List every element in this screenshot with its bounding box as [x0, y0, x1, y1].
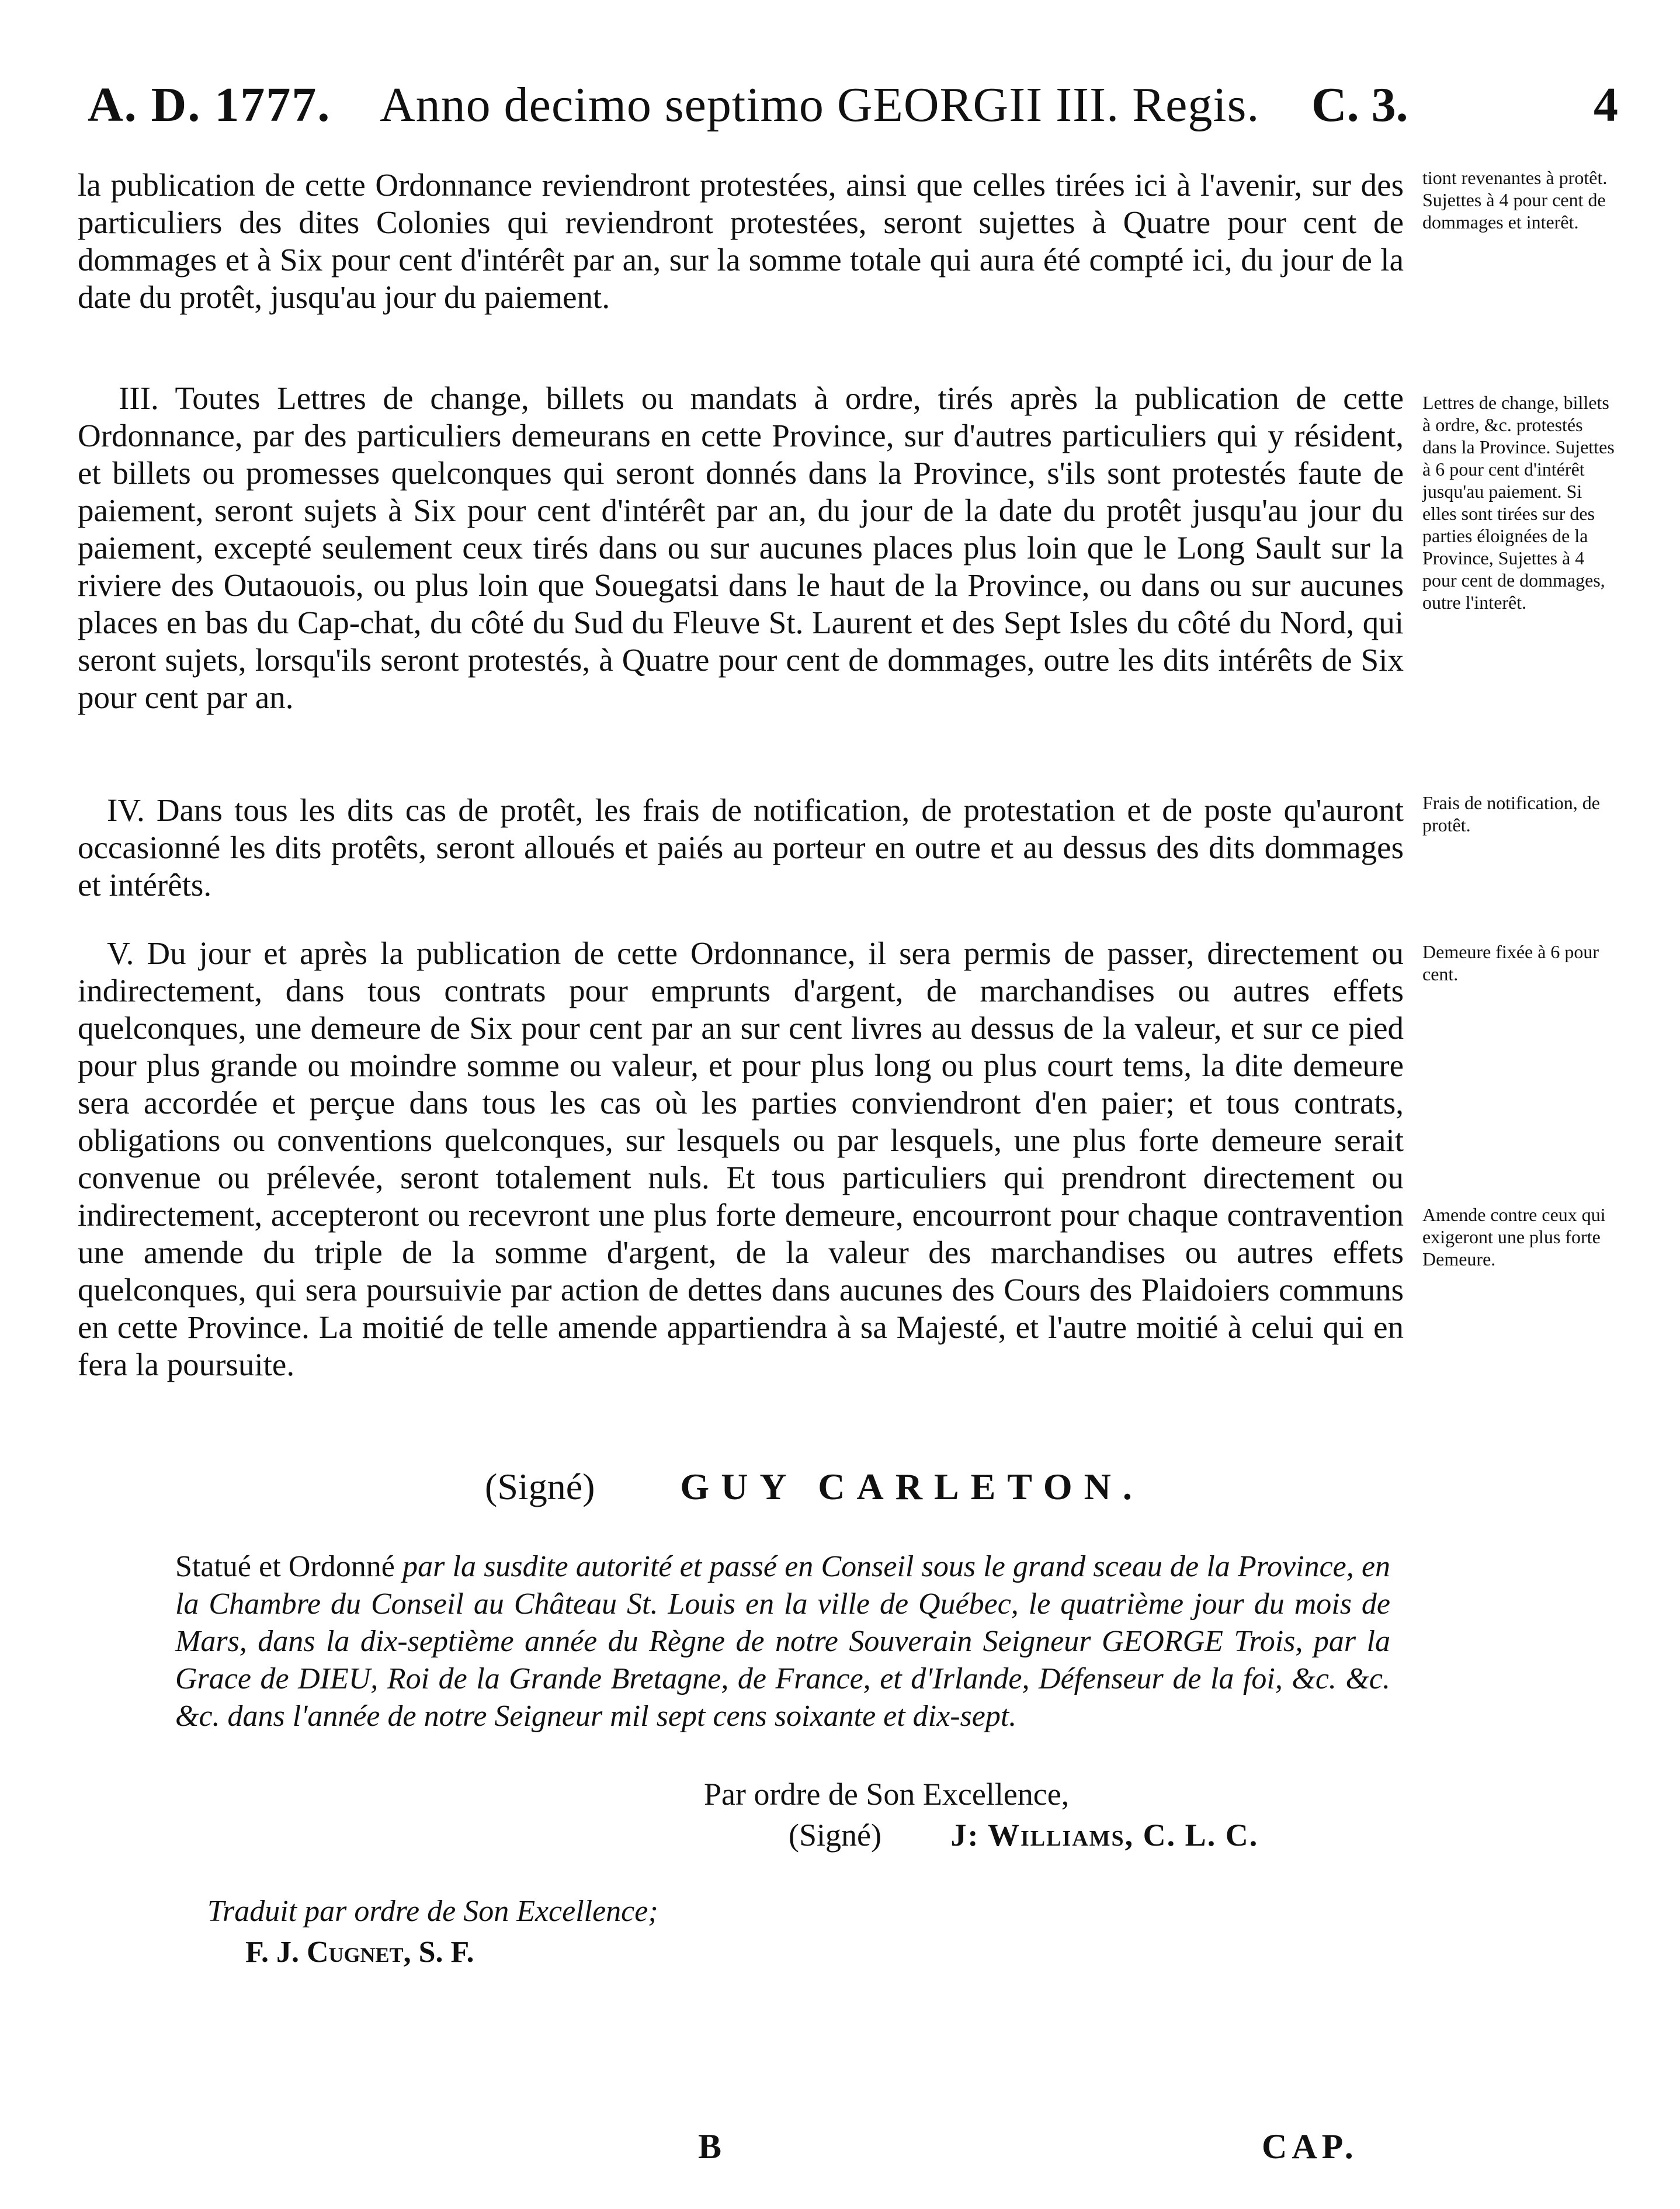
margin-note: Demeure fixée à 6 pour cent.: [1422, 941, 1599, 984]
paragraph-section-iii: III. Toutes Lettres de change, billets ou mandats à ordre, tirés après la publication de cette Ordonnance, par des particuliers demeurans en cette Province, sur d'autres particuliers qui y résident, et billets ou promesses quelconques qui seront donnés dans la Province, s'ils sont protestés faute de paiement, seront sujets à Six pour cent d'intérêt par an, du jour de la date du protêt jusqu'au jour du paiement, excepté seulement ceux tirés dans ou sur aucunes places plus loin que le Long Sault sur la riviere des Outaouois, ou plus loin que Souegatsi dans le haut de la Province, ou dans ou sur aucunes places en bas du Cap-chat, du côté du Sud du Fleuve St. Laurent et des Sept Isles du côté du Nord, qui seront sujets, lorsqu'ils seront protestés, à Quatre pour cent de dommages, outre les dits intérêts de Six pour cent par an.: [78, 380, 1404, 715]
enactment-text: par la susdite autorité et passé en Conseil sous le grand sceau de la Province, en la Chambre du Conseil au Château St. Louis en la ville de Québec, le quatrième jour du mois de Mars, dans la dix-septième année du Règne de notre Souverain Seigneur GEORGE Trois, par la Grace de DIEU, Roi de la Grande Bretagne, de France, et d'Irlande, Défenseur de la foi, &c. &c. &c. dans l'année de notre Seigneur mil sept cens soixante et dix-sept.: [175, 1550, 1391, 1733]
catchword: CAP.: [1262, 2127, 1358, 2166]
clerk-signature: [789, 1816, 1258, 1854]
header-title: Anno decimo septimo GEORGII III. Regis.: [380, 78, 1260, 132]
translator-name: [245, 1934, 474, 1971]
translation-line: Traduit par ordre de Son Excellence;: [207, 1895, 658, 1928]
enactment-clause: [175, 1548, 1390, 1735]
translator-name-text: F. J. Cugnet, S. F.: [245, 1936, 474, 1969]
governor-signature: [485, 1464, 1361, 1510]
order-line: Par ordre de Son Excellence,: [704, 1777, 1070, 1812]
header-chapter: C. 3.: [1311, 78, 1408, 132]
running-header: [88, 73, 1618, 137]
paragraph-section-v: V. Du jour et après la publication de cette Ordonnance, il sera permis de passer, directement ou indirectement, dans tous contrats pour emprunts d'argent, de marchandises ou autres effets quelconques, une demeure de Six pour cent par an sur cent livres au dessus de la valeur, et sur ce pied pour plus grande ou moindre somme ou valeur, et pour plus long ou plus court tems, la dite demeure sera accordée et perçue dans tous les cas où les parties conviendront d'en paier; et tous contrats, obligations ou conventions quelconques, sur lesquels ou par lesquels, une plus forte demeure serait convenue ou prélevée, seront totalement nuls. Et tous particuliers qui prendront directement ou indirectement, accepteront ou recevront une plus forte demeure, encourront pour chaque contravention une amende du triple de la somme d'argent, de la valeur des marchandises ou autres effets quelconques, qui sera poursuivie par action de dettes dans aucunes des Cours des Plaidoiers communs en cette Province. La moitié de telle amende appartiendra à sa Majesté, et l'autre moitié à celui qui en fera la poursuite.: [78, 935, 1404, 1382]
enactment-lead: Statué et Ordonné: [175, 1550, 395, 1583]
header-year: A. D. 1777.: [88, 78, 331, 132]
page-number: 4: [1594, 78, 1618, 132]
clerk-name: J: Williams, C. L. C.: [950, 1818, 1259, 1853]
margin-note: Amende contre ceux qui exigeront une plus forte Demeure.: [1422, 1204, 1606, 1270]
margin-note: Frais de notification, de protêt.: [1422, 792, 1600, 835]
signature-mark: B: [698, 2127, 722, 2166]
margin-note: Lettres de change, billets à ordre, &c. protestés dans la Province. Sujettes à 6 pour cent d'intérêt jusqu'au paiement. Si elles sont tirées sur des parties éloignées de la Province, Sujettes à 4 pour cent de dommages, outre l'interêt.: [1422, 392, 1615, 613]
paragraph-continuation: la publication de cette Ordonnance reviendront protestées, ainsi que celles tirées ici à l'avenir, sur des particuliers des dites Colonies qui reviendront protestées, seront sujettes à Quatre pour cent de dommages et à Six pour cent d'intérêt par an, sur la somme totale qui aura été compté ici, du jour de la date du protêt, jusqu'au jour du paiement.: [78, 167, 1404, 315]
margin-note: tiont revenantes à protêt. Sujettes à 4 pour cent de dommages et interêt.: [1422, 167, 1608, 233]
signatory-name: GUY CARLETON.: [680, 1466, 1144, 1507]
paragraph-section-iv: IV. Dans tous les dits cas de protêt, les frais de notification, de protestation et de poste qu'auront occasionné les dits protêts, seront alloués et paiés au porteur en outre et au dessus des dits dommages et intérêts.: [78, 792, 1404, 903]
clerk-signed-label: (Signé): [789, 1818, 881, 1853]
signed-label: (Signé): [485, 1466, 595, 1507]
